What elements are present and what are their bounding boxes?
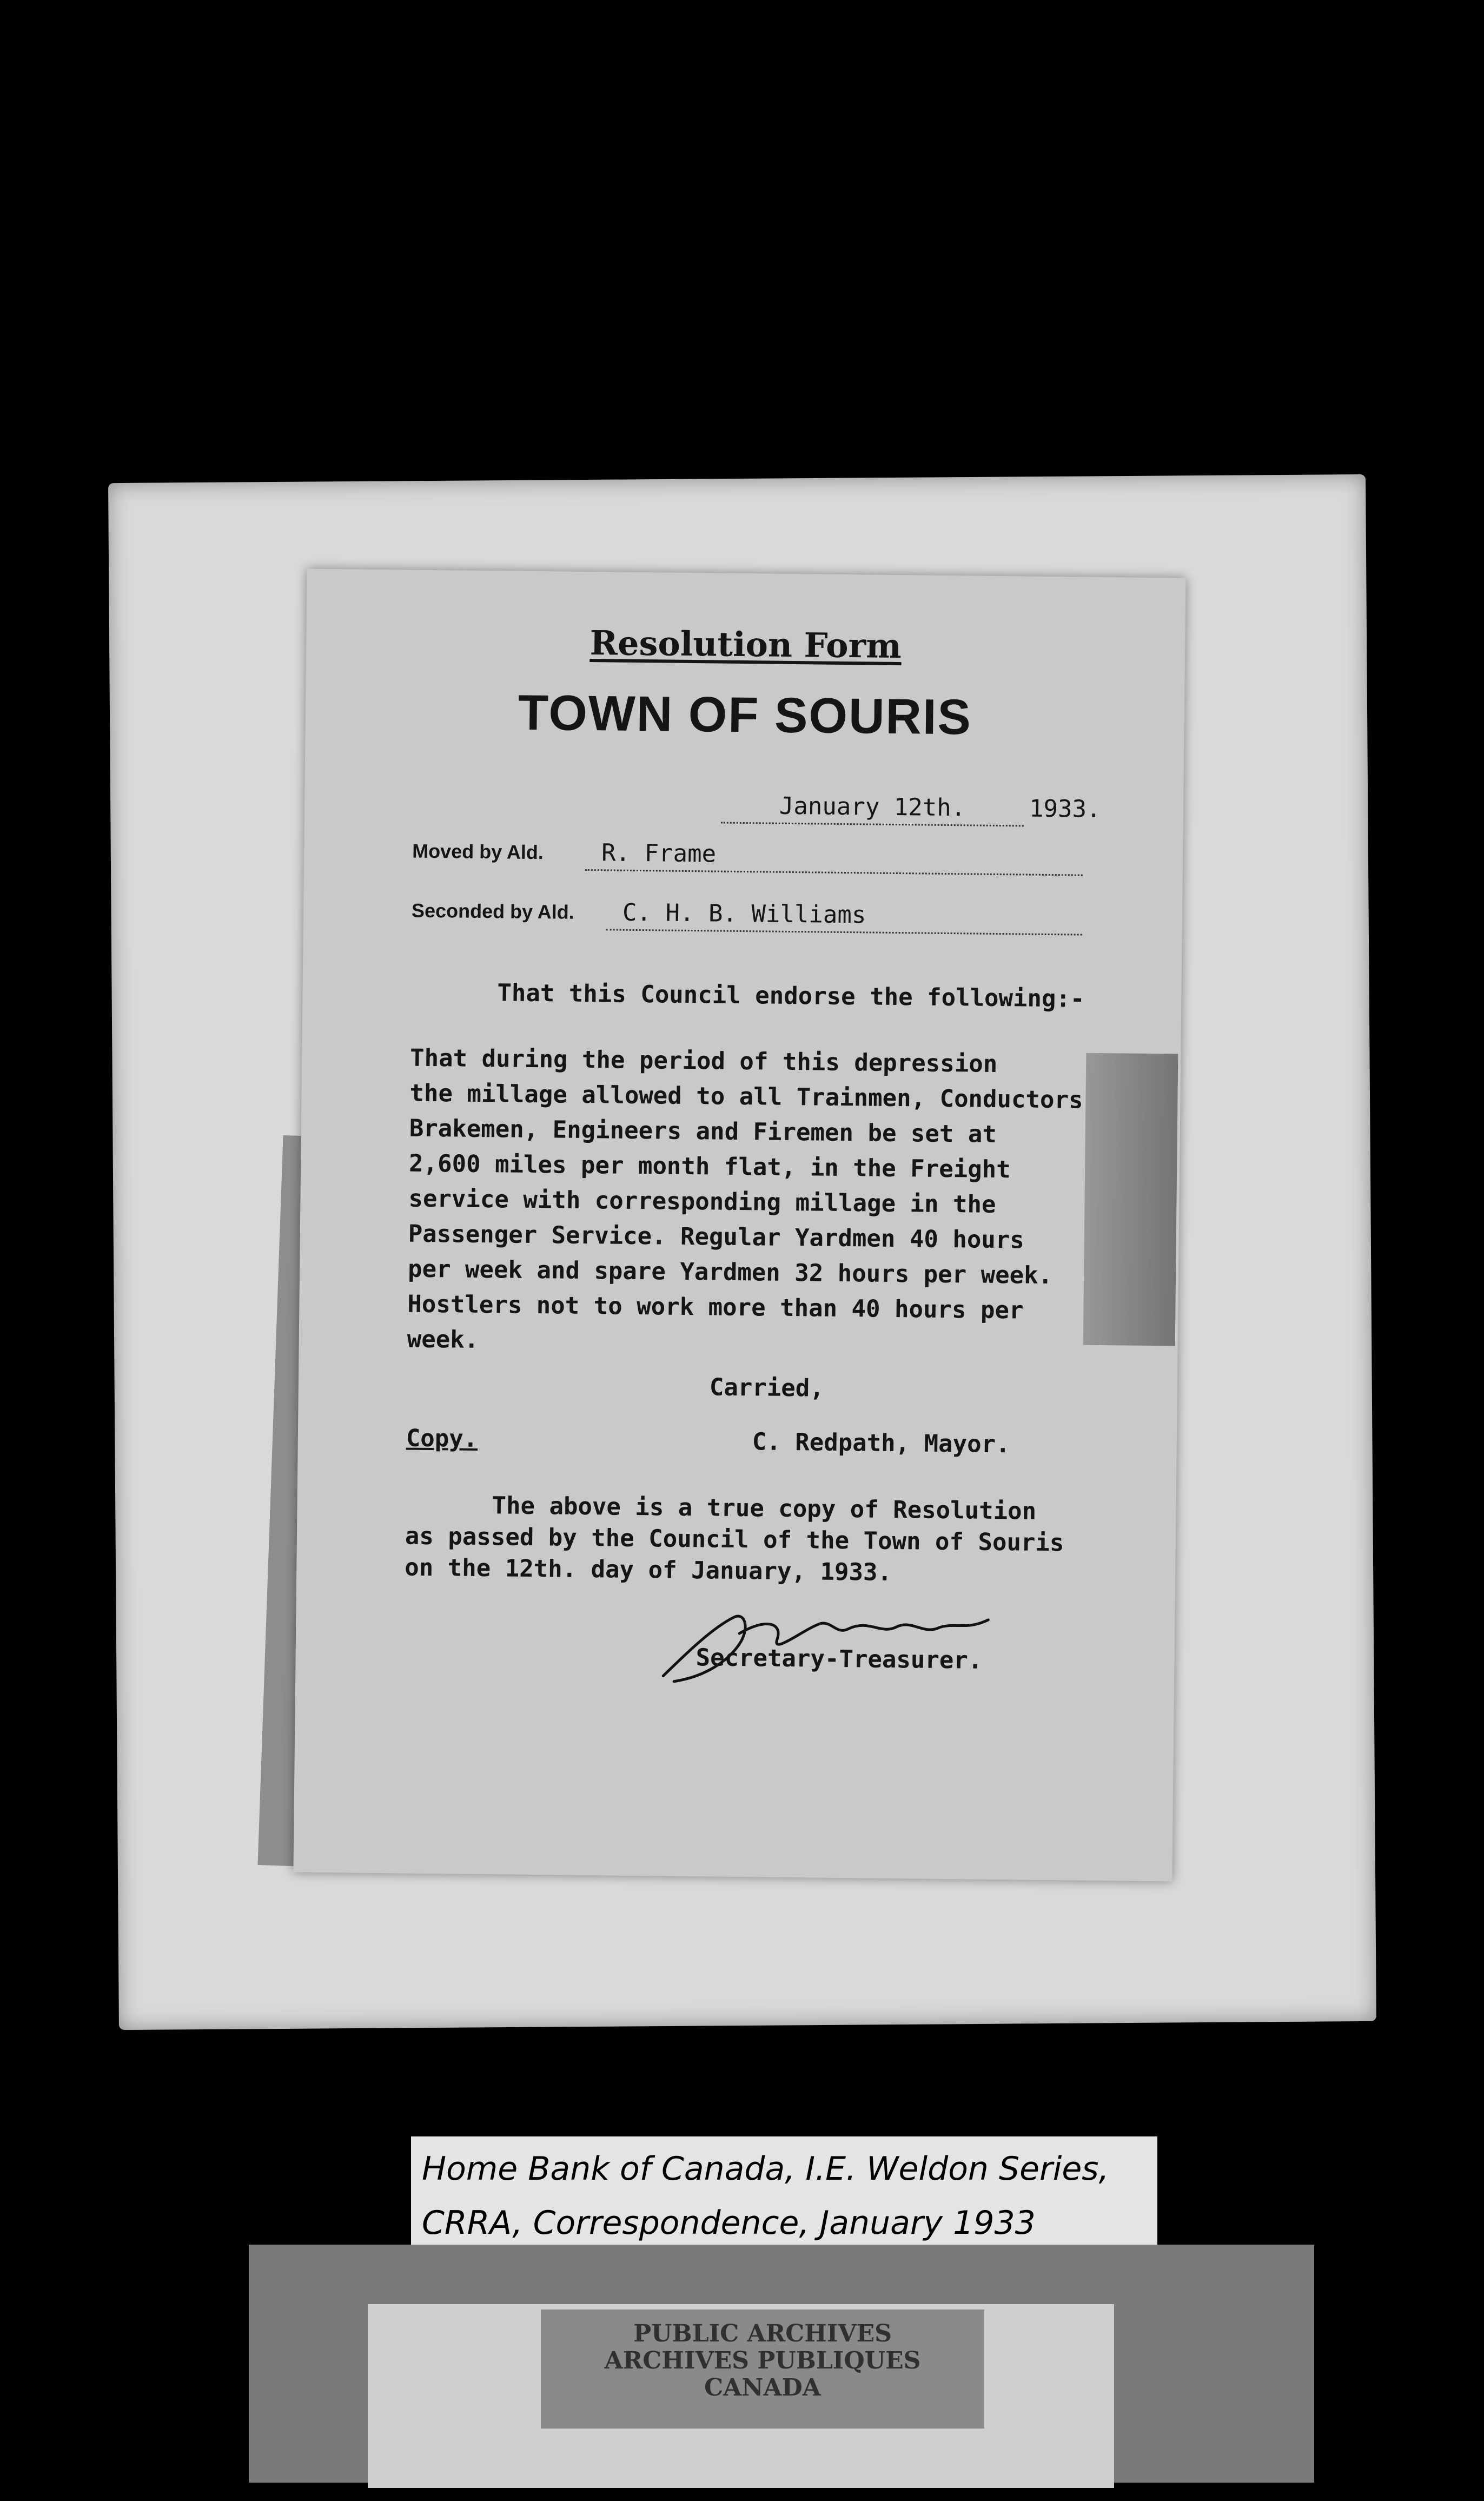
seconded-by-value: C. H. B. Williams	[606, 896, 1083, 935]
resolution-body	[407, 1041, 1156, 1365]
body-line: 2,600 miles per month flat, in the Freight	[408, 1149, 1011, 1184]
cert-line: as passed by the Council of the Town of Souris	[405, 1522, 1064, 1557]
secretary-treasurer: Secretary-Treasurer.	[695, 1644, 983, 1675]
resolution-document	[293, 569, 1185, 1882]
body-line: per week and spare Yardmen 32 hours per week.	[407, 1255, 1053, 1290]
body-line: Hostlers not to work more than 40 hours per	[407, 1290, 1024, 1325]
moved-by-value: R. Frame	[585, 837, 1083, 876]
resolution-intro: That this Council endorse the following:-	[497, 979, 1085, 1013]
mayor-signature-line: C. Redpath, Mayor.	[752, 1428, 1010, 1459]
body-line: week.	[407, 1325, 479, 1354]
cert-line: The above is a true copy of Resolution	[492, 1492, 1037, 1525]
certification-text	[405, 1490, 1174, 1592]
year-field: 1933.	[1029, 795, 1101, 823]
stamp-line: ARCHIVES PUBLIQUES	[604, 2347, 921, 2374]
moved-by-label: Moved by Ald.	[412, 839, 544, 864]
body-line: Brakemen, Engineers and Firemen be set at	[409, 1114, 997, 1148]
handwritten-signature	[641, 1594, 1021, 1690]
stamp-line: PUBLIC ARCHIVES	[633, 2320, 892, 2347]
date-field: January 12th.	[721, 790, 1024, 827]
body-line: the millage allowed to all Trainmen, Conductors	[409, 1079, 1083, 1114]
carried-text: Carried,	[709, 1373, 825, 1402]
body-line: That during the period of this depression	[409, 1044, 998, 1078]
note-line: Home Bank of Canada, I.E. Weldon Series,	[422, 2150, 1109, 2188]
copy-label: Copy.	[406, 1424, 478, 1453]
town-title: TOWN OF SOURIS	[518, 685, 972, 745]
body-line: Passenger Service. Regular Yardmen 40 hours	[408, 1220, 1025, 1254]
archive-stamp	[541, 2310, 984, 2429]
cert-line: on the 12th. day of January, 1933.	[405, 1553, 892, 1586]
note-line: CRRA, Correspondence, January 1933	[422, 2204, 1036, 2242]
form-label: Resolution Form	[589, 623, 902, 666]
stamp-line: CANADA	[704, 2374, 821, 2401]
seconded-by-label: Seconded by Ald.	[411, 899, 574, 923]
body-line: service with corresponding millage in the	[408, 1185, 996, 1219]
